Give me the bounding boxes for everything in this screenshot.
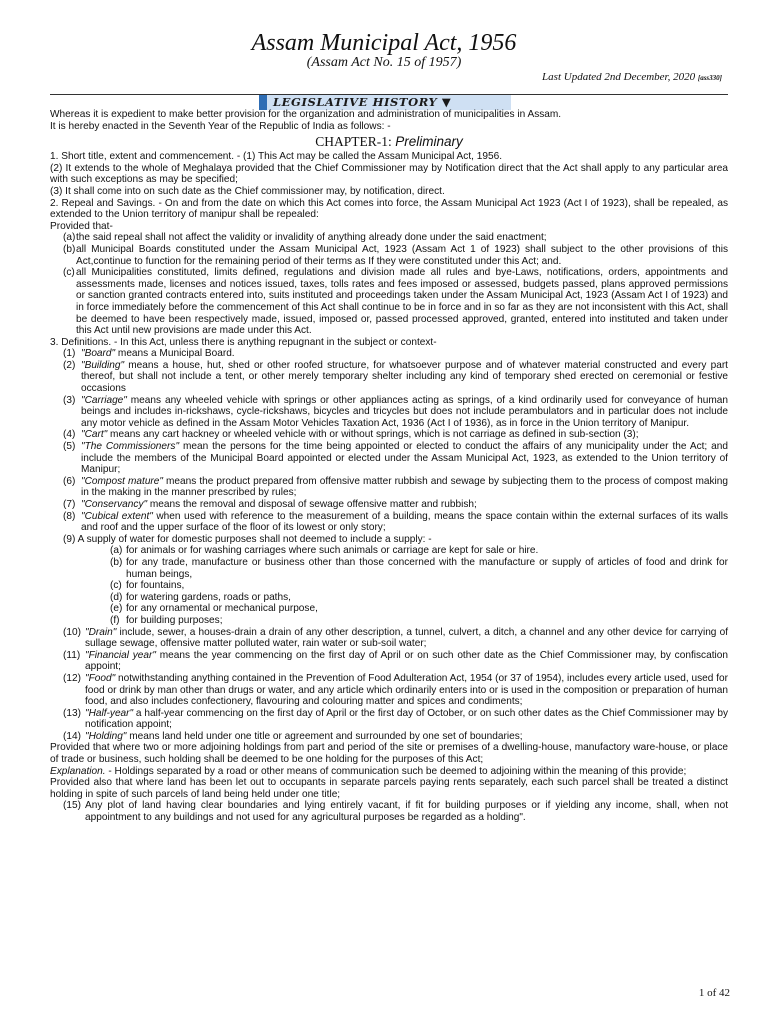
section-3-heading: 3. Definitions. - In this Act, unless there is anything repugnant in the subject or context- (50, 336, 437, 348)
def-text: means land held under one title or agreement and surrounded by one set of boundaries; (126, 730, 523, 742)
last-updated (542, 71, 722, 85)
def-term: "Financial year" (85, 649, 156, 661)
sub-label: (f) (110, 614, 120, 626)
proviso-holding: Provided that where two or more adjoining holdings from part and period of the site or premises of a dwelling-house, manufactory ware-house, or place of trade or business, such holding shall be deemed to be one holding for the purposes of this Act; (50, 742, 728, 766)
sub-label: (a) (110, 545, 123, 557)
definition-item (50, 800, 728, 823)
item-label: (b) (63, 243, 76, 255)
def-text: notwithstanding anything contained in the Prevention of Food Adulteration Act, 1954 (or 37 of 1954), includes every article used, used for food or drink by man other than drugs or water, and any article which ordinarily enters into or is used in the composition or preparation of human food, and also includes confectionery, flavouring and colouring matter and spices and condiments; (85, 672, 728, 708)
explanation (50, 766, 728, 778)
def-label: (7) (63, 499, 76, 510)
definition-item (50, 395, 728, 430)
def-label: (8) (63, 510, 76, 522)
def-label: (6) (63, 475, 76, 487)
definition-item (50, 348, 728, 360)
sub-text: for animals or for washing carriages where such animals or carriage are kept for sale or hire. (126, 545, 539, 557)
def-text: include, sewer, a houses-drain a drain of any other description, a tunnel, culvert, a ditch, a channel and any other device for carrying of sullage sewage, offensive matter polluted water, rain water or sub-soil water; (85, 626, 728, 650)
def-term: "Drain" (85, 626, 117, 638)
def-text: means a Municipal Board. (115, 348, 235, 360)
def-term: "The Commissioners" (81, 441, 180, 453)
def-label: (11) (63, 649, 81, 661)
def-term: "Food" (85, 672, 116, 684)
item-text: all Municipalities constituted, limits defined, regulations and division made all rules and bye-Laws, notifications, orders, appointments and assessments made, licenses and notices issued, taxes, tolls rates and fees imposed or assessed, budgets passed, plans approved permissions or sanction granted contracts entered into, suits instituted and proceedings taken under the Assam Municipal Act, 1923 (Assam Act I of 1923) and in force immediately before the commencement of this Act shall continue to be in force and in so far as they are not inconsistent with this Act, shall be deemed to have been respectively made, issued, imposed or, passed processed approved, granted, entered into instituted and taken under this Act until new provisions are made under this Act. (76, 267, 728, 337)
sub-item (50, 557, 728, 580)
sub-item (50, 603, 728, 615)
def-term: "Cubical extent" (81, 510, 153, 522)
definition-item (50, 511, 728, 534)
definition-item (50, 360, 728, 395)
list-item (50, 244, 728, 267)
def-text: means any wheeled vehicle with springs or other appliances acting as springs, of a kind ordinarily used for conveyance of human beings and includes in-rickshaws, cycle-rickshaws, bicycles and tricycles but does not include perambulators and in particular does not include any motor vehicle as defined in the Assam Motor Vehicles Taxation Act, 1936 (Act I of 1936), as in force in the Union territory of Manipur. (81, 394, 728, 429)
act-number: (Assam Act No. 15 of 1957) (306, 55, 462, 70)
def-label: (2) (63, 359, 76, 371)
def-text: means a house, hut, shed or other roofed structure, for whatsoever purpose and of whatever material constructed and every part thereof, but shall not include a tent, or other merely temporary shelter including any kind of temporary shed erected on ceremonial or festive occasions (81, 359, 728, 395)
section-1-heading: 1. Short title, extent and commencement. - (1) This Act may be called the Assam Municipal Act, 1956. (50, 151, 503, 163)
item-label: (c) (63, 267, 75, 279)
def-label: (4) (63, 429, 76, 441)
preamble-line: Whereas it is expedient to make better provision for the organization and administration of municipalities in Assam. (50, 109, 562, 120)
sub-label: (e) (110, 603, 123, 615)
proviso-parcels: Provided also that where land has been let out to occupants in separate parcels paying rents separately, each such parcel shall be treated a distinct holding in spite of such parcels of land being held under one title; (50, 777, 728, 800)
def-label: (14) (63, 730, 81, 742)
sub-item (50, 545, 728, 557)
sub-item (50, 615, 728, 627)
def-label: (3) (63, 394, 76, 406)
def-text: means any cart hackney or wheeled vehicle with or without springs, which is not carriage as defined in sub-section (3); (107, 429, 639, 441)
document-body (50, 109, 728, 824)
def-label: (1) (63, 348, 76, 360)
def-term: "Holding" (85, 730, 127, 742)
def-term: "Cart" (81, 429, 108, 441)
def-label: (10) (63, 626, 81, 638)
legislative-history-accent (259, 95, 267, 110)
explanation-label: Explanation. (50, 765, 106, 777)
section-1-subsection: (3) It shall come into on such date as the Chief commissioner may, by notification, direct. (50, 185, 445, 197)
act-title: Assam Municipal Act, 1956 (251, 30, 517, 56)
item-label: (a) (63, 232, 76, 244)
def-term: "Conservancy" (81, 499, 148, 510)
def-text: when used with reference to the measurement of a building, means the space contain within the external surfaces of its walls and roof and the upper surface of the floor of its lowest or only story; (81, 510, 728, 534)
def-text: means the product prepared from offensive matter rubbish and sewage by subjecting them to the process of compost making in the making in the manner prescribed by rules; (81, 475, 728, 499)
def-term: "Board" (81, 348, 116, 360)
sub-label: (d) (110, 591, 123, 603)
def-label: (5) (63, 441, 76, 453)
section-2-heading: 2. Repeal and Savings. - On and from the date on which this Act comes into force, the Assam Municipal Act 1923 (Act I of 1923), shall be repealed, as extended to the Union territory of manipur shall be repealed: (50, 197, 728, 221)
def-label: (15) (63, 800, 81, 812)
last-updated-text: Last Updated 2nd December, 2020 (542, 71, 696, 83)
sub-text: for building purposes; (126, 614, 223, 626)
def-text: means the year commencing on the first day of April or on such other date as the Chief Commissioner may, by confiscation appoint; (85, 649, 728, 673)
chapter-name: Preliminary (395, 134, 463, 150)
list-item (50, 267, 728, 337)
section-1-subsection: (2) It extends to the whole of Meghalaya provided that the Chief Commissioner may by Notification direct that the Act shall apply to any particular area with such exceptions as may be specified; (50, 162, 728, 186)
legislative-history-toggle[interactable] (259, 95, 511, 110)
definition-item (50, 673, 728, 708)
def-label: (13) (63, 707, 81, 719)
def-term: "Building" (81, 359, 125, 371)
sub-text: for any trade, manufacture or business other than those concerned with the manufacture or supply of articles of food and drink for human beings, (126, 556, 728, 580)
chapter-number: CHAPTER-1: (315, 134, 396, 150)
def-label: (12) (63, 672, 81, 684)
sub-item (50, 592, 728, 604)
page-number: 1 of 42 (698, 987, 730, 999)
definition-9: (9) A supply of water for domestic purposes shall not deemed to include a supply: - (63, 533, 432, 545)
definition-item (50, 476, 728, 499)
def-text: a half-year commencing on the first day of April or the first day of October, or on such other dates as the Chief Commissioner may by notification appoint; (85, 707, 728, 731)
def-term: "Half-year" (85, 707, 134, 719)
definition-item (50, 650, 728, 673)
legislative-history-label: LEGISLATIVE HISTORY ▼ (273, 95, 452, 109)
preamble-line: It is hereby enacted in the Seventh Year of the Republic of India as follows: - (50, 120, 391, 132)
sub-text: for fountains, (126, 580, 185, 592)
definition-item (50, 731, 728, 743)
def-term: "Compost mature" (81, 475, 163, 487)
explanation-text: - Holdings separated by a road or other means of communication such be deemed to adjoining within the meaning of this provide; (105, 765, 687, 777)
item-text: the said repeal shall not affect the validity or invalidity of anything already done under the said enactment; (76, 232, 547, 244)
def-text: Any plot of land having clear boundaries and lying entirely vacant, if fit for building purposes or if yielding any income, shall, when not appointment to any buildings and not used for any agricultural purposes be regarded as a holding". (85, 800, 728, 824)
def-text: means the removal and disposal of sewage offensive matter and rubbish; (147, 499, 477, 510)
definition-item (50, 499, 728, 511)
sub-text: for watering gardens, roads or paths, (126, 591, 291, 603)
list-item (50, 232, 728, 244)
act-code: [ass330] (697, 74, 722, 82)
def-text: mean the persons for the time being appointed or elected to conduct the affairs of any municipality under the Act; and include the members of the Municipal Board appointed or elected under the Assam Municipal Act, 1923, as extended to the Union territory of Manipur; (81, 441, 728, 476)
item-text: all Municipal Boards constituted under the Assam Municipal Act, 1923 (Assam Act 1 of 1923) shall subject to the other provisions of this Act,continue to function for the remaining period of their terms as If they were constituted under this Act; and. (76, 243, 728, 267)
def-term: "Carriage" (81, 394, 127, 406)
definition-item (50, 627, 728, 650)
proviso: Provided that- (50, 220, 113, 232)
sub-item (50, 580, 728, 592)
sub-text: for any ornamental or mechanical purpose, (126, 603, 318, 615)
definition-item (50, 429, 728, 441)
definition-item (50, 441, 728, 476)
sub-label: (c) (110, 580, 122, 592)
sub-label: (b) (110, 556, 123, 568)
definition-item (50, 708, 728, 731)
chapter-heading (50, 133, 728, 150)
